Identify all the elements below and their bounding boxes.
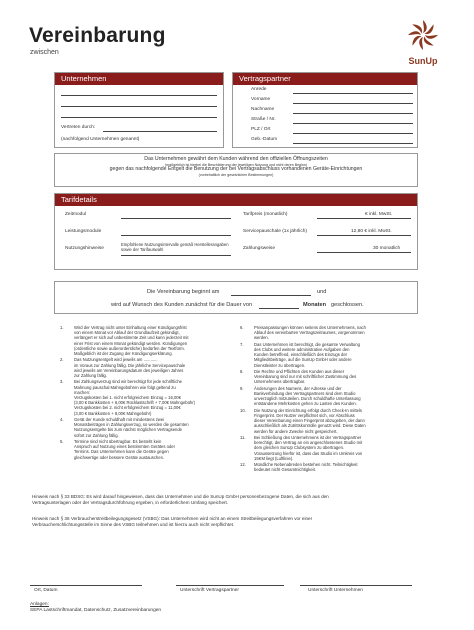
notice-line-1-small: (maßgeblich ist hierbei die Beschilderung der jeweiligen Nutzung und nicht deren Beginn) <box>164 162 308 167</box>
term-number: 4. <box>60 417 64 422</box>
anlagen-text: SEPA Lastschriftmandat, Datenschutz, Zusatzvereinbarungen <box>30 608 162 613</box>
term-text-line: Nutzungsentgelte bis zum nächst möglichen Vertragsende <box>74 427 183 433</box>
term-number: 3. <box>60 379 64 385</box>
field-vorname-line[interactable] <box>293 103 413 104</box>
duration-box <box>54 281 418 314</box>
sunup-logo <box>400 16 446 74</box>
anlagen-label: Anlagen: <box>30 602 49 607</box>
term-text-line: Die Nutzung der Einrichtung erfolgt durch Check-In mittels <box>254 407 362 413</box>
term-text-line: dem gleichen SunUp Clubsystem zu übertragen. <box>254 445 345 451</box>
nutzungshinweise-line <box>121 255 231 256</box>
duration-line-1-suffix: und <box>317 289 327 295</box>
tarif-box <box>54 193 418 270</box>
logo-text: SunUp <box>408 56 438 66</box>
terms-left-column <box>60 325 232 465</box>
zahlungsweise-line[interactable] <box>317 252 411 253</box>
tarifpreis-value: € inkl. MwSt. <box>365 212 393 217</box>
hinweis-bdsg <box>32 494 446 506</box>
page-title: Vereinbarung <box>29 24 166 47</box>
term-text-line: Maßgeblich ist der Zugang der Kündigungserklärung. <box>74 351 173 356</box>
vertreten-line[interactable] <box>103 131 217 132</box>
term-text-line: Mahnung pauschal Mahngebühren wie folgt geltend zu <box>74 384 176 390</box>
term-text-line: Fingerprint. Der Nutzer verpflichtet sich, vor Abschluss <box>254 412 355 418</box>
term-number: 2. <box>60 357 64 363</box>
unternehmen-line-2[interactable] <box>61 106 217 107</box>
hinweis-vsbg <box>32 516 446 528</box>
unternehmen-header: Unternehmen <box>55 73 223 85</box>
notice-box <box>54 153 418 187</box>
term-number: 12. <box>240 462 246 468</box>
term-text-line: zur Zahlung fällig. <box>74 372 108 378</box>
field-nachname-label: Nachname <box>251 107 275 112</box>
signature-line-unternehmen[interactable] <box>300 585 412 586</box>
term-text-line: Wird der Vertrag nicht unter Einhaltung einer Kündigungsfrist <box>74 325 187 330</box>
unternehmen-box <box>54 72 224 148</box>
term-text-line: verlängert er sich auf unbestimmte Zeit und kann jederzeit mit <box>74 335 189 341</box>
field-strasse-line[interactable] <box>293 123 413 124</box>
page-subtitle: zwischen <box>30 49 59 56</box>
hinweis-bdsg-line-2: Vertragsunterlagen oder der Vertragsdurchführung ergeben, in erforderlichem Umfang speichert. <box>32 500 229 506</box>
term-number: 10. <box>240 407 246 413</box>
term-text-line: Mündliche Nebenabreden bestehen nicht. Teilnichtigkeit <box>254 462 358 468</box>
sun-logo-icon <box>400 16 446 56</box>
duration-months-line[interactable] <box>259 308 299 309</box>
term-number: 5. <box>60 439 64 444</box>
signature-line-ort[interactable] <box>30 585 142 586</box>
hinweis-bdsg-line-1: Hinweis nach § 33 BDSG: Es wird darauf hingewiesen, dass das Unternehmen und die SunUp GmbH personenbezogene Daten, die sich aus den <box>32 494 329 499</box>
unternehmen-footer-label: (nachfolgend Unternehmen genannt) <box>61 137 140 142</box>
term-number: 11. <box>240 435 246 440</box>
term-text-line: Unternehmens übertragbar. <box>254 379 306 385</box>
term-text-line: unverzüglich mitzuteilen. Durch schuldhafte Unterlassung <box>254 396 361 402</box>
servicepauschale-line[interactable] <box>317 235 411 236</box>
term-text-line: Bei Schließung des Unternehmens ist der Vertragspartner <box>254 435 362 440</box>
term-text-line: werden für andere Zwecke nicht gespeichert. <box>254 428 338 434</box>
tarif-header: Tarifdetails <box>55 194 417 206</box>
term-number: 6. <box>240 325 244 330</box>
term-text-line: Anspruch auf Nutzung eines bestimmten Gerätes oder <box>74 444 176 450</box>
term-text-line: einer Frist von einem Monat gekündigt werden. Kündigungen <box>74 340 188 346</box>
duration-line-2-prefix: wird auf Wunsch des Kunden zunächst für die Dauer von <box>111 302 253 308</box>
notice-line-2: gegen das nachfolgende Entgelt die Benutzung der bei Vertragsabschluss vorhandenen Geräte-Einrichtungen <box>109 166 363 172</box>
term-text-line: werden. <box>254 335 269 341</box>
term-text-line: des Clubs und weitere administrative Aufgaben den <box>254 346 350 352</box>
field-plz-line[interactable] <box>293 133 413 134</box>
unternehmen-line-3[interactable] <box>61 117 217 118</box>
servicepauschale-value: 12,80 € inkl. MwSt. <box>351 229 392 234</box>
term-text-line: Verzugskosten bei 1. nicht erfolgreichem Einzug = 16,00€ <box>74 394 181 400</box>
field-strasse-label: Straße / Nr. <box>251 117 276 122</box>
term-text-line: Termins. Das Unternehmen kann die Geräte gegen <box>74 449 169 455</box>
term-text-line: Monatsbeiträgen in Zahlungsverzug, so werden die gesamten <box>74 422 189 428</box>
tarifpreis-label: Tarifpreis (monatlich) <box>243 212 288 217</box>
signature-label-unternehmen: Unterschrift Unternehmen <box>308 588 363 593</box>
term-text-line: gleichwertige oder bessere Geräte austauschen. <box>74 454 165 460</box>
term-number: 1. <box>60 325 64 330</box>
signature-label-ort: Ort, Datum <box>34 588 58 593</box>
term-number: 7. <box>240 341 244 347</box>
field-anrede-line[interactable] <box>293 93 413 94</box>
signature-line-vertragspartner[interactable] <box>176 585 284 586</box>
term-text-line: Die Rechte und Pflichten des Kunden aus dieser <box>254 369 345 374</box>
vertreten-label: Vertreten durch: <box>61 125 96 130</box>
field-nachname-line[interactable] <box>293 113 413 114</box>
notice-line-2-small: (vorbehaltlich der gesetzlichen Bestimmungen) <box>198 172 274 177</box>
term-text-line: Vereinbarung sind nur mit schriftlicher Zustimmung des <box>254 374 357 380</box>
notice-line-1: Das Unternehmen gewährt dem Kunden während den offiziellen Öffnungszeiten <box>144 156 328 162</box>
term-text-line: Das Unternehmen ist berechtigt, die gesamte Verwaltung <box>254 341 360 347</box>
vertragspartner-header: Vertragspartner <box>233 73 417 85</box>
term-text-line: (3,00 € Bankkosten + 8,00€ Mahngebühr) <box>74 410 152 416</box>
term-text-line: Termine sind nicht übertragbar. Es besteht kein <box>74 439 162 444</box>
field-geb-label: Geb.-Datum <box>251 137 278 142</box>
hinweis-vsbg-line-2: Verbraucherschlichtungsstelle im Sinne des VSBG teilnehmen und ist hierzu auch nicht verpflichtet. <box>32 522 235 528</box>
duration-line-2-suffix: geschlossen. <box>331 302 364 308</box>
term-text-line: Bei Zahlungsverzug sind wir berechtigt für jede schriftliche <box>74 379 182 385</box>
servicepauschale-label: Servicepauschale (1x jährlich) <box>243 229 307 234</box>
vertragspartner-box <box>232 72 418 148</box>
field-geb-line[interactable] <box>293 143 413 144</box>
signature-label-vertragspartner: Unterschrift Vertragspartner <box>180 588 239 593</box>
term-text-line: (ordentliche sowie außerordentliche) bedürfen der Textform. <box>74 345 185 351</box>
term-text-line: Ablauf des vereinbarten Vertragszeitraumes, vorgenommen <box>254 330 365 336</box>
term-text-line: Verzugskosten bei 2. nicht erfolgreichem Einzug = 11,00€ <box>74 405 181 411</box>
nutzungshinweise-text: Empfohlene Nutzungsintervalle gemäß Herstellerangaben sowie der Tarifauswahl <box>121 242 229 253</box>
term-number: 8. <box>240 369 244 374</box>
term-text-line: im Voraus zur Zahlung fällig. Die jährliche Servicepauschale <box>74 362 186 368</box>
term-text-line: Änderungen des Namens, der Adresse und der <box>254 385 342 391</box>
unternehmen-line-1[interactable] <box>61 95 217 96</box>
term-text-line: Bankverbindung des Vertragspartners sind dem Studio <box>254 390 356 396</box>
term-text-line: Mitgliedsbeiträge, auf die SunUp GmbH oder andere <box>254 357 352 363</box>
term-text-line: Dienstleister zu übertragen. <box>254 362 306 368</box>
term-text-line: dieser Vereinbarung einen Fingerprint abzugeben, der dann <box>254 418 365 424</box>
term-text-line: Preisanpassungen können seitens des Unternehmens, nach <box>254 325 366 330</box>
zahlungsweise-value: 30 monatlich <box>373 246 401 251</box>
leistungsmodule-line[interactable] <box>121 235 231 236</box>
term-text-line: Voraussetzung hierfür ist, dass das Studio im Umkreis von <box>254 450 363 456</box>
term-text-line: von einem Monat vor Ablauf der Grundlaufzeit gekündigt, <box>74 330 180 336</box>
field-plz-label: PLZ / Ort <box>251 127 271 132</box>
hinweis-vsbg-line-1: Hinweis nach § 36 Verbraucherstreitbeilegungsgesetz (VSBG): Das Unternehmen wird nicht an einem Streitbeilegungsverfahren vor einer <box>32 516 313 521</box>
field-vorname-label: Vorname <box>251 97 271 102</box>
terms-right-column <box>240 325 418 473</box>
term-text-line: Das Nutzungsentgelt wird jeweils am ............ <box>74 357 158 363</box>
zeitmodul-line[interactable] <box>121 218 231 219</box>
term-text-line: 15KM liegt (Luftlinie). <box>254 455 294 461</box>
term-text-line: entstandene Mehrkosten gehen zu Lasten des Kunden. <box>254 401 357 407</box>
duration-start-line[interactable] <box>231 295 311 296</box>
term-text-line: wird jeweils am Vereinbarungsdatum des jeweiligen Jahres <box>74 367 184 373</box>
term-text-line: Kunden betreffend, einschließlich des Einzugs der <box>254 352 348 358</box>
leistungsmodule-label: Leistungsmodule <box>65 229 102 234</box>
duration-line-1-prefix: Die Vereinbarung beginnt am <box>147 289 220 295</box>
term-text-line: machen: <box>74 389 91 395</box>
tarifpreis-line[interactable] <box>317 218 411 219</box>
term-text-line: berechtigt, den Vertrag an ein angeschlossenes Studio mit <box>254 440 363 446</box>
zahlungsweise-label: Zahlungsweise <box>243 246 275 251</box>
term-text-line: ausschließlich als Zutrittskontrolle genutzt wird. Diese Daten <box>254 423 366 429</box>
term-text-line: bedeutet nicht Gesamtnichtigkeit. <box>254 467 316 473</box>
zeitmodul-label: Zeitmodul <box>65 212 87 217</box>
term-text-line: (3,00 € Bankkosten + 6,00€ Rücklastschrift + 7,00€ Mahngebühr) <box>74 400 196 406</box>
field-anrede-label: Anrede <box>251 87 267 92</box>
term-number: 9. <box>240 385 244 391</box>
term-text-line: sofort zur Zahlung fällig. <box>74 432 119 438</box>
duration-line-2-bold: Monaten <box>303 302 326 308</box>
nutzungshinweise-label: Nutzungshinweise <box>65 246 104 251</box>
term-text-line: Gerät der Kunde schuldhaft mit mindestens zwei <box>74 417 165 422</box>
